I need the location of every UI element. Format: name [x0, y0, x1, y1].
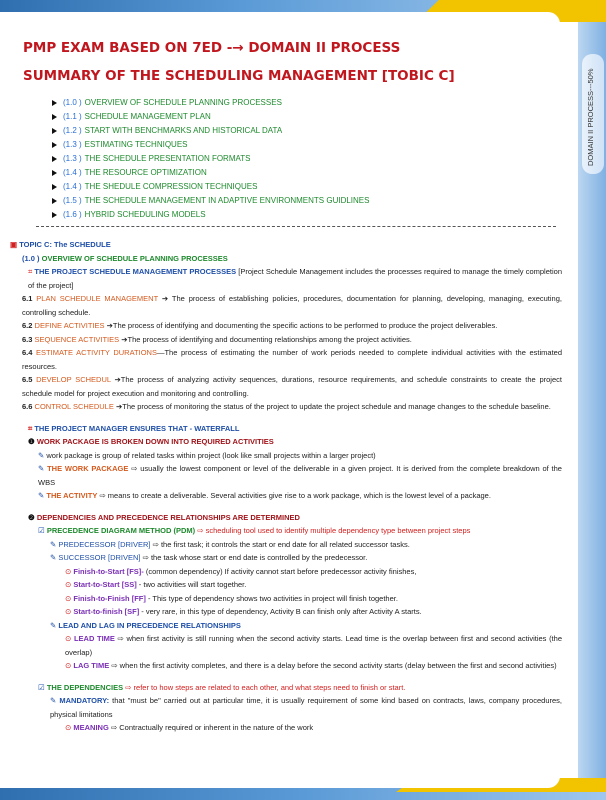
- process-name: DEFINE ACTIVITIES: [34, 321, 105, 330]
- grid-bullet-icon: ⌗: [28, 267, 33, 276]
- toc-number: (1.2 ): [63, 126, 82, 135]
- successor-line: ✎ SUCCESSOR [DRIVEN] ⇨ the task whose start or end date is controlled by the predecessor.: [50, 553, 368, 562]
- toc-item: [52, 194, 562, 208]
- toc-number: (1.1 ): [63, 112, 82, 121]
- process-arrow: ➔: [158, 294, 169, 303]
- target-bullet-icon: ⊙: [65, 580, 74, 589]
- number-one-icon: ❶: [28, 437, 35, 446]
- toc-text: THE SCHEDULE MANAGEMENT IN ADAPTIVE ENVIRONMENTS GUIDLINES: [84, 196, 370, 205]
- page-top-edge: [0, 12, 560, 24]
- process-name: ESTIMATE ACTIVITY DURATIONS: [36, 348, 157, 357]
- wbs-text: ⇨ means to create a deliverable. Several activities give rise to a work package, which is the lowest level of a package.: [97, 491, 491, 500]
- process-number: 6.3: [22, 334, 33, 344]
- topic-heading: ▣ TOPIC C: The SCHEDULE: [10, 240, 111, 249]
- toc-item: [52, 110, 562, 124]
- relation-item: [10, 605, 562, 619]
- target-bullet-icon: ⊙: [65, 661, 72, 670]
- process-item: [10, 373, 562, 400]
- table-of-contents: [52, 96, 562, 222]
- toc-number: (1.0 ): [63, 98, 82, 107]
- document-title: PMP EXAM BASED ON 7ED -→ DOMAIN II PROCESS: [23, 40, 401, 56]
- pencil-icon: ✎: [50, 620, 57, 630]
- process-number: 6.5: [22, 375, 33, 384]
- toc-number: (1.4 ): [63, 168, 82, 177]
- toc-number: (1.6 ): [63, 210, 82, 219]
- process-text: The process of identifying and documenting relationships among the project activities.: [127, 334, 412, 344]
- toc-text: START WITH BENCHMARKS AND HISTORICAL DATA: [84, 126, 283, 135]
- toc-item: [52, 152, 562, 166]
- process-list: [10, 292, 562, 414]
- toc-text: THE SCHEDULE PRESENTATION FORMATS: [84, 154, 251, 163]
- triangle-bullet-icon: [52, 170, 57, 176]
- relation-text: - This type of dependency shows two activities in project will finish together.: [145, 593, 398, 603]
- wbs-label: THE ACTIVITY: [46, 491, 98, 500]
- process-text: The process of establishing policies, procedures, documentation for planning, developing, managing, executing, controlling schedule.: [22, 294, 562, 317]
- process-item: [10, 346, 562, 373]
- triangle-bullet-icon: [52, 128, 57, 134]
- document-content: [10, 40, 562, 735]
- relation-text: (common dependency) If activity cannot start before predecessor activity finishes,: [143, 566, 417, 576]
- process-arrow: ➔: [104, 321, 113, 330]
- target-bullet-icon: ⊙: [65, 593, 74, 603]
- process-name: CONTROL SCHEDULE: [34, 402, 114, 411]
- toc-item: [52, 138, 562, 152]
- pm-ensures-heading: ⌗ THE PROJECT MANAGER ENSURES THAT - WATERFALL: [28, 423, 240, 433]
- pencil-icon: ✎: [38, 450, 47, 460]
- toc-number: (1.4 ): [63, 182, 82, 191]
- process-number: 6.2: [22, 321, 33, 330]
- process-text: The process of monitoring the status of the project to update the project schedule and manage changes to the schedule baseline.: [122, 402, 551, 411]
- wbs-item: [10, 449, 562, 463]
- triangle-bullet-icon: [52, 142, 57, 148]
- relation-item: [10, 578, 562, 592]
- target-bullet-icon: ⊙: [65, 566, 74, 576]
- toc-item: [52, 166, 562, 180]
- dependencies-line: ☑ THE DEPENDENCIES ⇨ refer to how steps are related to each other, and what steps need to finish or start.: [38, 682, 406, 692]
- relation-label: Start-to-Start [SS]: [73, 580, 137, 589]
- toc-number: (1.3 ): [63, 154, 82, 163]
- process-number: 6.4: [22, 348, 33, 357]
- triangle-bullet-icon: [52, 184, 57, 190]
- process-number: 6.1: [22, 294, 33, 303]
- lag-time-line: ⊙ LAG TIME ⇨ when the first activity completes, and there is a delay before the second activity starts (delay between the first and second activities): [65, 661, 557, 670]
- toc-text: THE SHEDULE COMPRESSION TECHNIQUES: [84, 182, 258, 191]
- process-item: [10, 333, 562, 347]
- process-arrow: ➔: [113, 402, 123, 411]
- process-item: [10, 292, 562, 319]
- checkbox-icon: ☑: [38, 682, 45, 692]
- toc-text: THE RESOURCE OPTIMIZATION: [84, 168, 207, 177]
- target-bullet-icon: ⊙: [65, 723, 72, 732]
- toc-text: SCHEDULE MANAGEMENT PLAN: [84, 112, 211, 121]
- wbs-item: [10, 462, 562, 489]
- wbs-heading: ❶ WORK PACKAGE IS BROKEN DOWN INTO REQUIRED ACTIVITIES: [28, 437, 274, 446]
- triangle-bullet-icon: [52, 114, 57, 120]
- relation-label: Finish-to-Start [FS]-: [73, 566, 144, 576]
- process-arrow: —: [156, 348, 165, 357]
- toc-number: (1.3 ): [63, 140, 82, 149]
- predecessor-line: ✎ PREDECESSOR [DRIVER] ⇨ the first task; it controls the start or end date for all related successor tasks.: [50, 539, 410, 549]
- section-divider: [36, 226, 556, 238]
- relation-text: - very rare, in this type of dependency, Activity B can finish only after Activity A starts.: [139, 607, 422, 616]
- toc-item: [52, 96, 562, 110]
- process-arrow: ➔: [119, 334, 128, 344]
- relation-text: - two activities will start together.: [136, 580, 247, 589]
- relation-item: [10, 592, 562, 606]
- process-text: The process of analyzing activity sequences, durations, resource requirements, and schedule constraints to create the project schedule model for project execution and monitoring and controlling.: [22, 375, 562, 398]
- process-item: [10, 319, 562, 333]
- page-bottom-edge: [0, 776, 560, 788]
- triangle-bullet-icon: [52, 100, 57, 106]
- process-text: The process of identifying and documenting the specific actions to be performed to produce the project deliverables.: [112, 321, 498, 330]
- relation-item: [10, 565, 562, 579]
- grid-bullet-icon: ⌗: [28, 423, 33, 433]
- pencil-icon: ✎: [50, 696, 57, 705]
- pencil-icon: ✎: [50, 539, 57, 549]
- process-item: [10, 400, 562, 414]
- wbs-text: ⇨ usually the lowest component or level of the deliverable in a given project. It is derived from the complete breakdown of the WBS: [38, 464, 562, 487]
- toc-text: ESTIMATING TECHNIQUES: [84, 140, 188, 149]
- pencil-icon: ✎: [38, 464, 48, 473]
- triangle-bullet-icon: [52, 198, 57, 204]
- toc-item: [52, 180, 562, 194]
- overview-heading: (1.0 ) OVERVIEW OF SCHEDULE PLANNING PROCESSES: [22, 253, 228, 263]
- dependencies-heading: ❷ DEPENDENCIES AND PRECEDENCE RELATIONSHIPS ARE DETERMINED: [28, 512, 300, 522]
- document-subtitle: SUMMARY OF THE SCHEDULING MANAGEMENT [TOBIC C]: [23, 68, 455, 84]
- relation-label: Start-to-finish [SF]: [73, 607, 140, 616]
- lead-time-line: ⊙ LEAD TIME ⇨ when first activity is still running when the second activity starts. Lead time is the overlap between first and second activities (the overlap): [65, 634, 562, 657]
- wbs-list: [10, 449, 562, 503]
- triangle-bullet-icon: [52, 212, 57, 218]
- process-name: PLAN SCHEDULE MANAGEMENT: [36, 294, 159, 303]
- target-bullet-icon: ⊙: [65, 634, 72, 643]
- toc-text: OVERVIEW OF SCHEDULE PLANNING PROCESSES: [84, 98, 282, 107]
- pencil-icon: ✎: [38, 491, 47, 500]
- process-arrow: ➔: [110, 375, 121, 384]
- toc-number: (1.5 ): [63, 196, 82, 205]
- lead-lag-heading: ✎ LEAD AND LAG IN PRECEDENCE RELATIONSHIPS: [50, 620, 241, 630]
- wbs-text: work package is group of related tasks within project (look like small projects within a larger project): [46, 450, 376, 460]
- number-two-icon: ❷: [28, 512, 35, 522]
- checkbox-icon: ☑: [38, 526, 45, 535]
- toc-item: [52, 124, 562, 138]
- pdm-line: ☑ PRECEDENCE DIAGRAM METHOD (PDM) ⇨ scheduling tool used to identify multiple dependency type between project steps: [38, 526, 471, 535]
- document-icon: ▣: [10, 240, 18, 249]
- wbs-label: THE WORK PACKAGE: [47, 464, 129, 473]
- processes-paragraph: ⌗ THE PROJECT SCHEDULE MANAGEMENT PROCESSES [Project Schedule Management includes the processes required to manage the timely completion of the project]: [28, 267, 562, 290]
- process-name: SEQUENCE ACTIVITIES: [34, 334, 120, 344]
- target-bullet-icon: ⊙: [65, 607, 74, 616]
- mandatory-line: ✎ MANDATORY: that "must be" carried out at particular time, it is usually requirement of some kind based on contracts, laws, company procedures, physical limitations: [50, 696, 562, 719]
- wbs-item: [10, 489, 562, 503]
- meaning-line: ⊙ MEANING ⇨ Contractually required or inherent in the nature of the work: [65, 723, 314, 732]
- toc-text: HYBRID SCHEDULING MODELS: [84, 210, 206, 219]
- pencil-icon: ✎: [50, 553, 57, 562]
- process-name: DEVELOP SCHEDUL: [36, 375, 111, 384]
- process-text: The process of estimating the number of work periods needed to complete individual activities with the estimated resources.: [22, 348, 562, 371]
- process-number: 6.6: [22, 402, 33, 411]
- relations-list: [10, 565, 562, 619]
- side-label: DOMAIN II PROCESS---50%: [586, 68, 595, 166]
- triangle-bullet-icon: [52, 156, 57, 162]
- relation-label: Finish-to-Finish [FF]: [73, 593, 146, 603]
- toc-item: [52, 208, 562, 222]
